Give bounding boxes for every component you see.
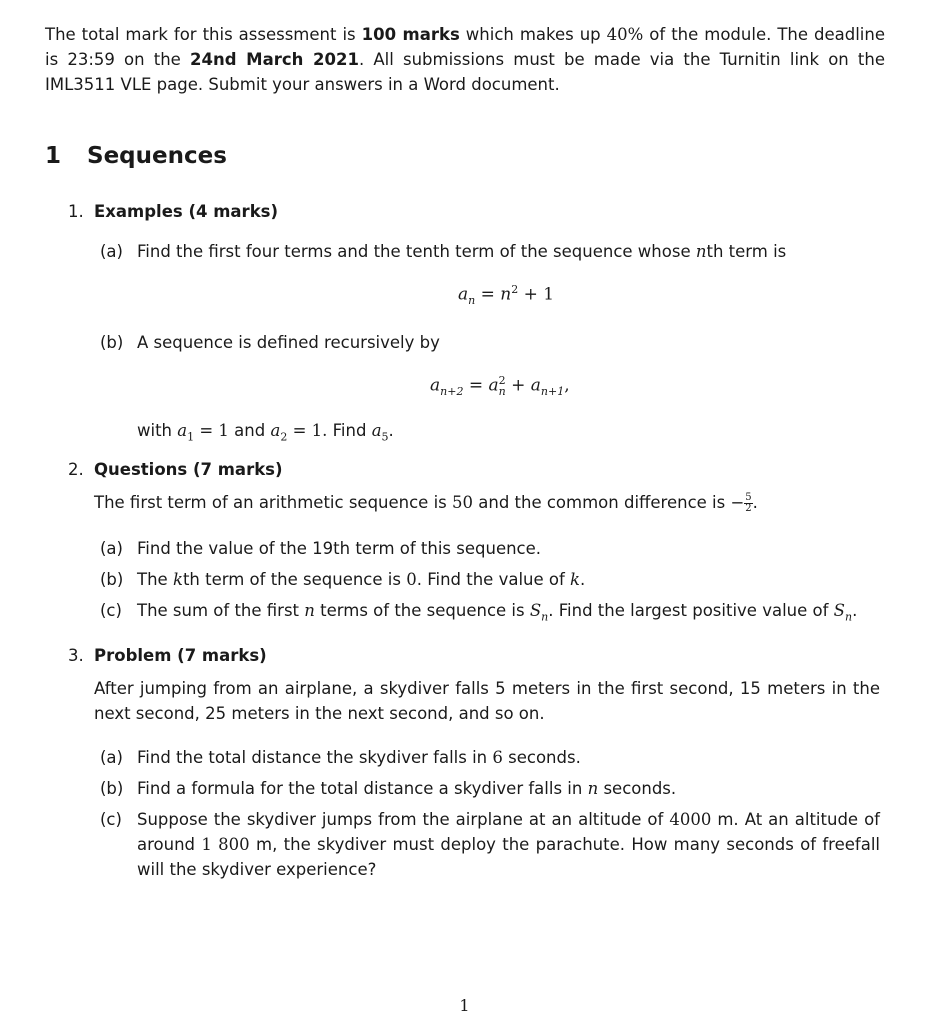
q1-equation-b: $a_{n+2} = a^2_n + a_{n+1}$, <box>430 374 570 399</box>
part-label: (b) <box>100 333 124 352</box>
q3-part-c: (c) Suppose the skydiver jumps from the airplane at an altitude of 4000 m. At an altitude of around 1 800 m, the skydiver must deploy the parachute. How many seconds of freefall will the skydiver experience? <box>0 807 929 882</box>
q2-statement: The first term of an arithmetic sequence is 50 and the common difference is − $\frac{5}{2}$ . <box>94 492 758 514</box>
page-number: 1 <box>459 996 470 1015</box>
section-title: Sequences <box>87 143 227 169</box>
total-marks: 100 marks <box>361 25 460 44</box>
question-number: 3. <box>68 646 84 665</box>
question-number: 1. <box>68 202 84 221</box>
q3-statement: After jumping from an airplane, a skydiver falls 5 meters in the first second, 15 meters in the next second, 25 meters in the next second, and so on. <box>94 679 880 723</box>
section-heading <box>45 143 227 169</box>
section-number: 1 <box>45 143 62 169</box>
part-label: (a) <box>100 242 123 261</box>
question-title: Questions (7 marks) <box>94 460 283 479</box>
part-label: (c) <box>100 601 122 620</box>
intro-paragraph: The total mark for this assessment is 100 marks which makes up 40% of the module. The deadline is 23:59 on the 24nd March 2021. All submissions must be made via the Turnitin link on the IML3511 VLE page. Submit your answers in a Word document. <box>45 25 885 94</box>
fraction: $\frac{5}{2}$ <box>745 492 752 514</box>
part-label: (a) <box>100 748 123 767</box>
module-percentage: 40% <box>606 25 644 44</box>
q2-part-a: (a) Find the value of the 19th term of this sequence. <box>0 536 929 561</box>
part-label: (c) <box>100 810 122 829</box>
q1-part-b-condition: with $a_1 = 1$ and $a_2 = 1$. Find $a_5$. <box>137 421 394 444</box>
question-3-heading <box>0 643 929 668</box>
question-1-heading <box>0 199 929 224</box>
part-label: (b) <box>100 570 124 589</box>
q1-equation-a: $a_n = n^2 + 1$ <box>458 283 555 308</box>
part-label: (b) <box>100 779 124 798</box>
question-2-heading <box>0 457 929 482</box>
question-title: Problem (7 marks) <box>94 646 267 665</box>
q3-part-a: (a) Find the total distance the skydiver falls in 6 seconds. <box>0 745 929 770</box>
deadline-date: 24nd March 2021 <box>190 50 359 69</box>
q2-part-c: (c) The sum of the first n terms of the sequence is $S_n$. Find the largest positive value of $S_n$. <box>0 598 929 623</box>
question-title: Examples (4 marks) <box>94 202 279 221</box>
q1-part-b: (b) A sequence is defined recursively by <box>0 330 929 355</box>
part-label: (a) <box>100 539 123 558</box>
question-number: 2. <box>68 460 84 479</box>
q3-part-b: (b) Find a formula for the total distance a skydiver falls in n seconds. <box>0 776 929 801</box>
q1-part-a: (a) Find the first four terms and the tenth term of the sequence whose nth term is <box>0 239 929 264</box>
q2-part-b: (b) The kth term of the sequence is 0. Find the value of k. <box>0 567 929 592</box>
